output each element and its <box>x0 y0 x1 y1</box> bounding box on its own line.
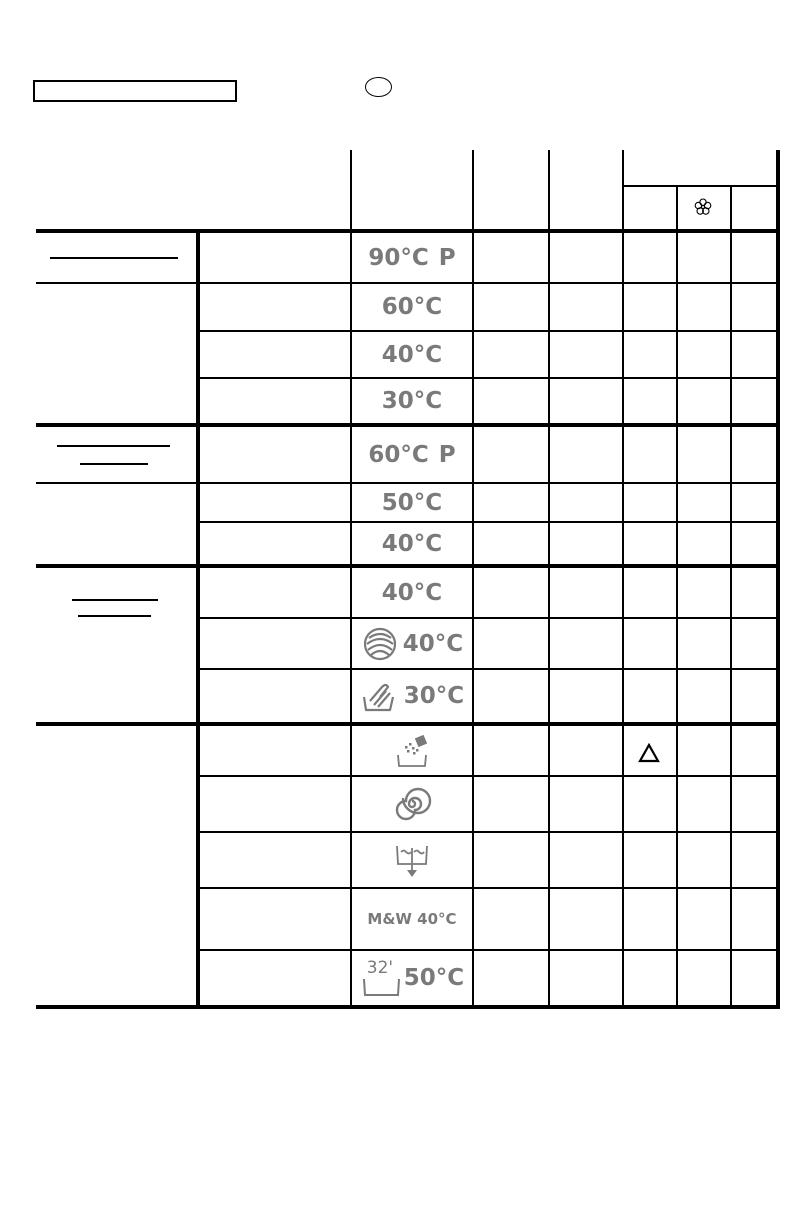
program-cell <box>352 379 472 423</box>
temperature-label: 40°C <box>381 530 443 557</box>
program-cell <box>352 833 472 887</box>
triangle-icon <box>624 740 674 766</box>
temperature-label: 40°C <box>381 341 443 368</box>
temperature-label: 60°C <box>368 441 429 468</box>
temperature-label: 40°C <box>402 630 464 657</box>
col-divider-3 <box>472 150 474 1007</box>
flower-icon <box>690 195 716 219</box>
program-cell <box>352 951 472 1005</box>
program-cell <box>352 670 472 722</box>
row-rule <box>196 330 778 332</box>
row-rule <box>196 521 778 523</box>
program-cell <box>352 523 472 564</box>
temperature-label: 50°C <box>381 489 443 516</box>
temperature-label: 40°C <box>381 579 443 606</box>
table-bottom-rule <box>36 1005 780 1009</box>
row-rule <box>196 377 778 379</box>
header-subrule <box>622 185 778 187</box>
program-cell <box>352 726 472 775</box>
title-box <box>33 80 237 102</box>
temperature-label: 30°C <box>381 388 443 414</box>
category-underline <box>78 615 151 617</box>
program-cell <box>352 332 472 377</box>
col-divider-1 <box>196 229 200 1009</box>
col-divider-4 <box>548 150 550 1007</box>
temperature-label: 50°C <box>403 965 465 991</box>
spin-icon <box>392 784 432 824</box>
temperature-label: 90°C <box>368 244 429 271</box>
language-circle-icon <box>365 77 392 97</box>
prewash-p-icon: P <box>438 244 456 271</box>
table-right-border <box>776 150 780 1009</box>
timer-icon <box>360 957 402 999</box>
program-cell <box>352 427 472 482</box>
program-cell <box>352 233 472 282</box>
wool-icon <box>361 626 399 662</box>
prewash-p-icon: P <box>438 441 456 468</box>
rinse-icon <box>392 733 432 769</box>
program-cell <box>352 568 472 617</box>
col-divider-5 <box>622 150 624 1007</box>
row-rule <box>196 617 778 619</box>
row-rule <box>196 668 778 670</box>
timer-value: 32' <box>366 958 394 978</box>
category-underline <box>57 445 170 447</box>
program-cell <box>352 889 472 949</box>
program-cell <box>352 777 472 831</box>
program-cell <box>352 484 472 521</box>
drain-icon <box>392 840 432 880</box>
program-cell <box>352 619 472 668</box>
program-cell <box>352 284 472 330</box>
temperature-label: 60°C <box>381 294 443 320</box>
temperature-label: 30°C <box>403 683 465 709</box>
hand-wash-icon <box>360 679 400 713</box>
category-underline <box>50 257 178 259</box>
mw-program-label: M&W 40°C <box>367 910 457 928</box>
row-rule <box>196 887 778 889</box>
category-underline <box>80 463 148 465</box>
col-divider-6 <box>676 186 678 1007</box>
row-rule <box>196 831 778 833</box>
row-rule <box>196 949 778 951</box>
row-rule <box>196 775 778 777</box>
category-underline <box>72 599 158 601</box>
col-divider-7 <box>730 186 732 1007</box>
